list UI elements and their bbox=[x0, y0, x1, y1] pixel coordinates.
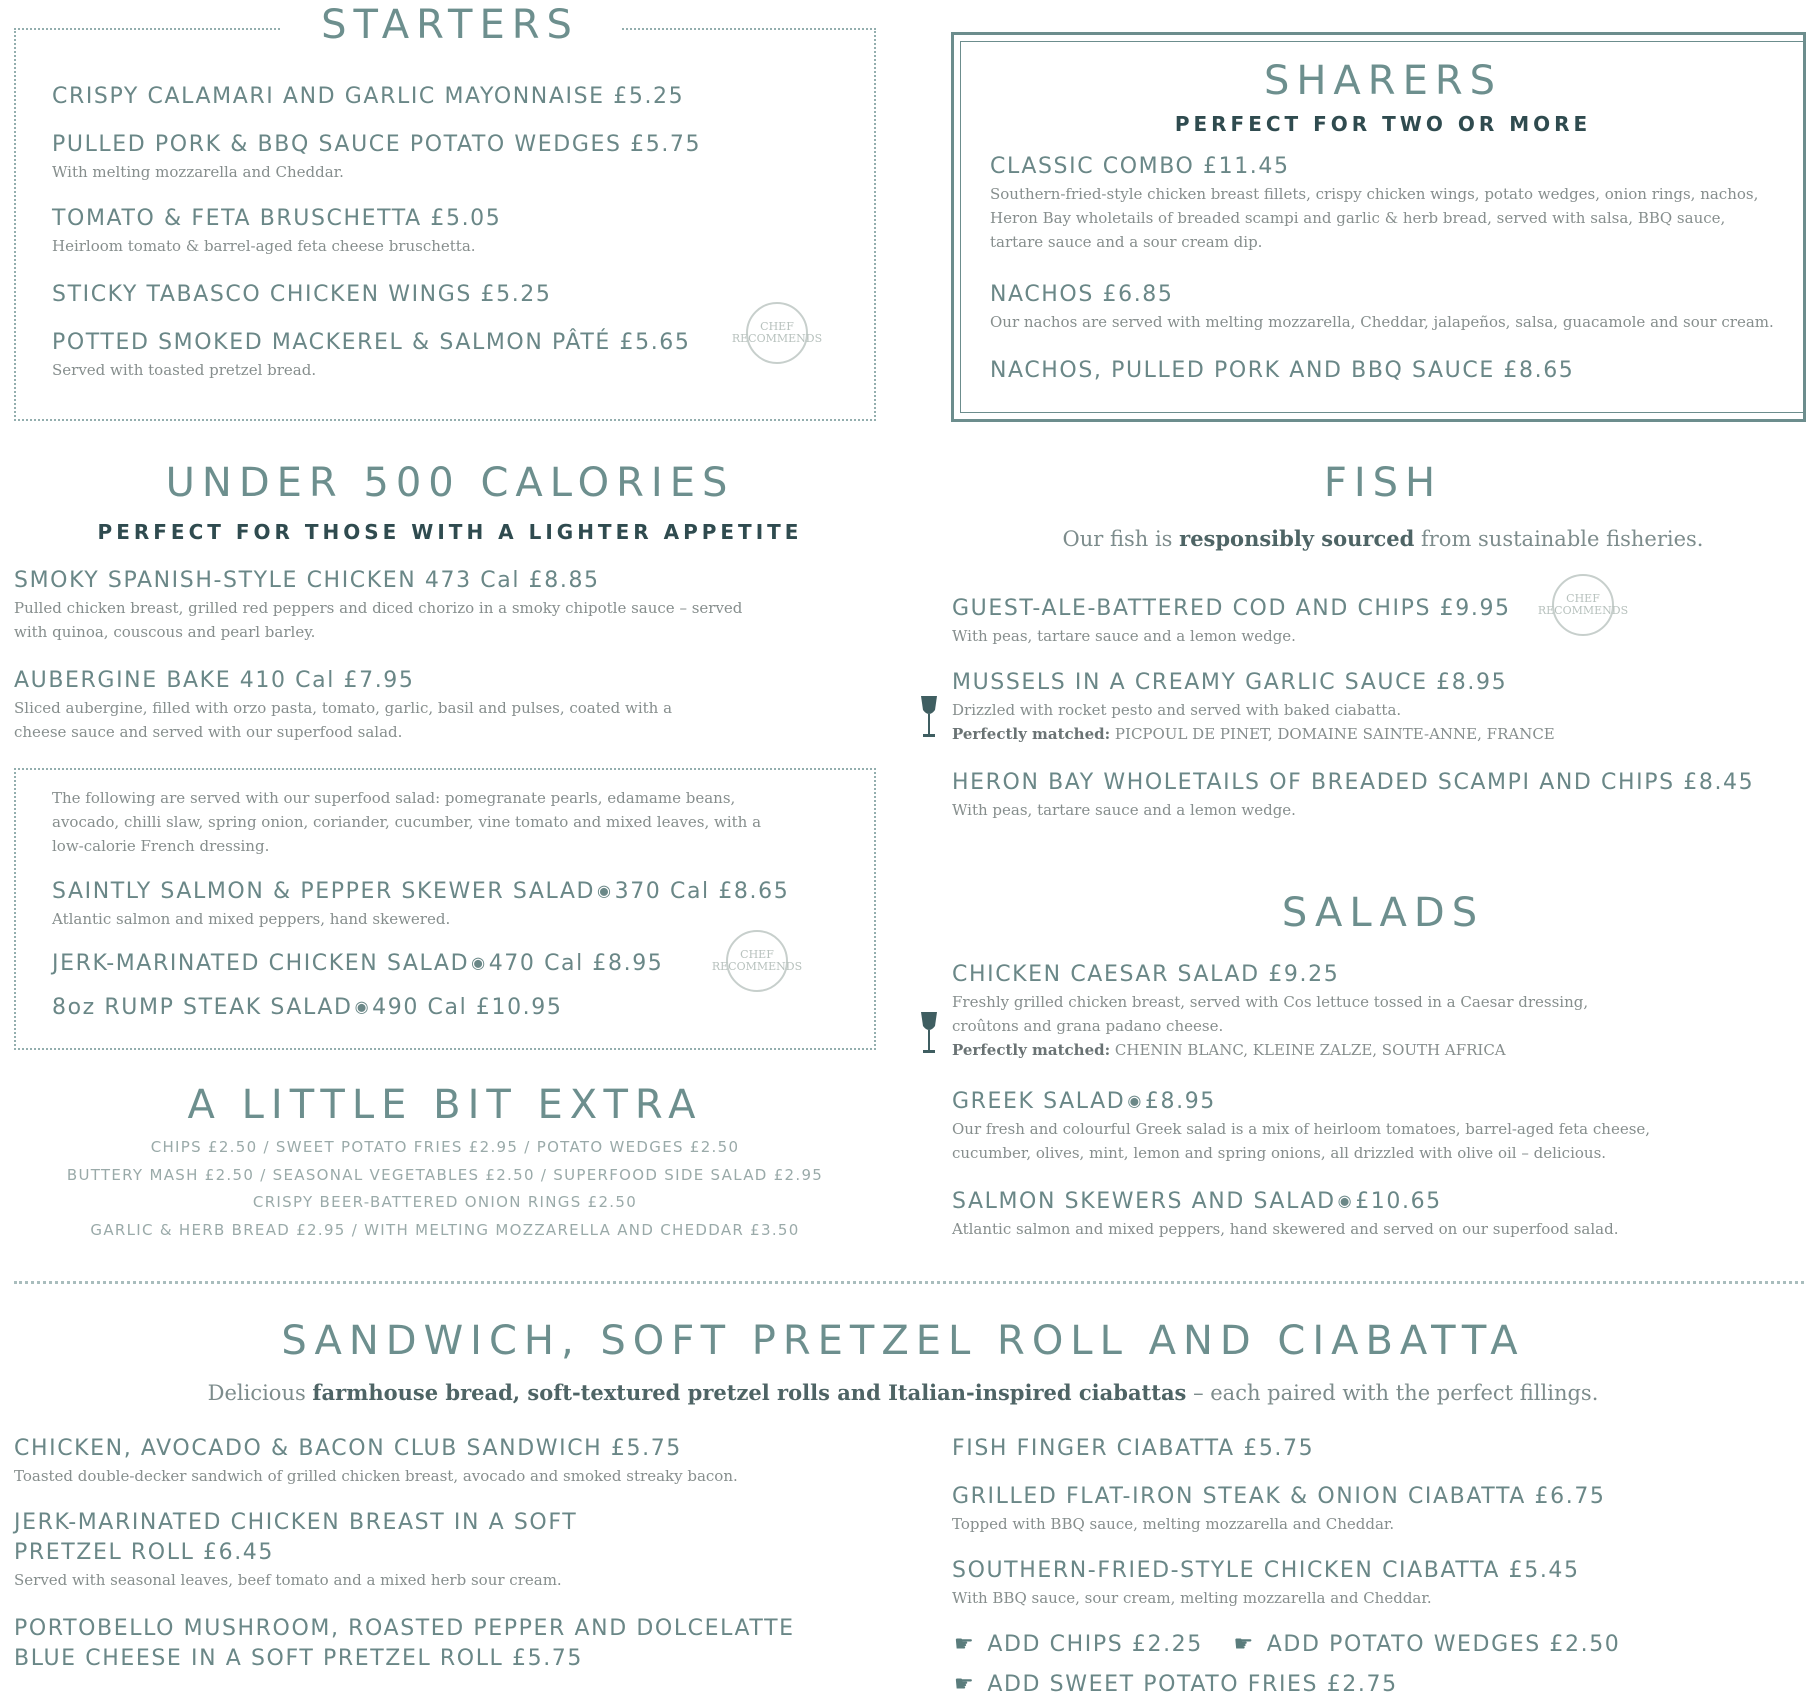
pointing-hand-icon: ☛ bbox=[1233, 1632, 1255, 1657]
item-description: Atlantic salmon and mixed peppers, hand skewered. bbox=[52, 910, 451, 928]
add-on-text: ADD SWEET POTATO FRIES £2.75 bbox=[987, 1672, 1398, 1697]
salad-item bbox=[952, 1086, 1712, 1165]
add-on-line bbox=[954, 1632, 1620, 1657]
pointing-hand-icon: ☛ bbox=[954, 1672, 976, 1697]
under500-subtitle: PERFECT FOR THOSE WITH A LIGHTER APPETITE bbox=[97, 520, 803, 544]
item-description: With BBQ sauce, sour cream, melting mozzarella and Cheddar. bbox=[952, 1589, 1432, 1607]
sandwich-intro bbox=[0, 1380, 1806, 1405]
perfectly-matched bbox=[952, 1038, 1652, 1062]
starter-item bbox=[52, 82, 812, 112]
item-name-text: JERK-MARINATED CHICKEN SALAD bbox=[52, 951, 470, 976]
item-description: With melting mozzarella and Cheddar. bbox=[52, 163, 344, 181]
perfectly-matched-value: PICPOUL DE PINET, DOMAINE SAINTE-ANNE, FRANCE bbox=[1110, 725, 1555, 743]
perfectly-matched-label: Perfectly matched: bbox=[952, 1041, 1111, 1059]
item-price: £10.65 bbox=[1355, 1189, 1442, 1214]
vegetarian-icon: ◉ bbox=[597, 881, 613, 900]
perfectly-matched-value: CHENIN BLANC, KLEINE ZALZE, SOUTH AFRICA bbox=[1110, 1041, 1506, 1059]
extra-line: GARLIC & HERB BREAD £2.95 / WITH MELTING MOZZARELLA AND CHEDDAR £3.50 bbox=[90, 1221, 800, 1239]
extra-title: A LITTLE BIT EXTRA bbox=[187, 1082, 703, 1128]
add-on-text: ADD POTATO WEDGES £2.50 bbox=[1266, 1632, 1621, 1657]
wine-glass-icon bbox=[918, 694, 940, 740]
vegetarian-icon: ◉ bbox=[471, 953, 487, 972]
item-name: NACHOS, PULLED PORK AND BBQ SAUCE £8.65 bbox=[990, 358, 1575, 383]
item-description: Our nachos are served with melting mozzarella, Cheddar, jalapeños, salsa, guacamole and sour cream. bbox=[990, 313, 1774, 331]
perfectly-matched bbox=[952, 722, 1792, 746]
superfood-item bbox=[52, 876, 852, 931]
chef-recommends-badge: CHEF RECOMMENDS bbox=[726, 930, 788, 992]
sharers-subtitle: PERFECT FOR TWO OR MORE bbox=[1174, 112, 1592, 136]
item-price: 370 Cal £8.65 bbox=[614, 879, 790, 904]
fish-item bbox=[952, 768, 1802, 822]
vegetarian-icon: ◉ bbox=[354, 997, 371, 1016]
extra-line: CRISPY BEER-BATTERED ONION RINGS £2.50 bbox=[252, 1193, 638, 1211]
vegetarian-icon: ◉ bbox=[1337, 1191, 1354, 1210]
item-description: Our fresh and colourful Greek salad is a mix of heirloom tomatoes, barrel-aged feta cheese, cucumber, olives, mint, lemon and spring onions, all drizzled with olive oil – delicious. bbox=[952, 1120, 1651, 1162]
item-name: SMOKY SPANISH-STYLE CHICKEN 473 Cal £8.85 bbox=[14, 568, 600, 593]
item-name: PULLED PORK & BBQ SAUCE POTATO WEDGES £5.75 bbox=[52, 132, 702, 157]
sandwich-item bbox=[14, 1614, 804, 1674]
fish-title: FISH bbox=[1323, 460, 1443, 506]
item-name-text: SAINTLY SALMON & PEPPER SKEWER SALAD bbox=[52, 879, 596, 904]
sandwich-item bbox=[14, 1434, 874, 1488]
fish-intro bbox=[930, 526, 1806, 551]
sandwich-item bbox=[14, 1508, 654, 1592]
wine-glass-icon bbox=[918, 1010, 940, 1056]
sandwich-intro-text: Delicious bbox=[207, 1381, 313, 1405]
item-name-text: GREEK SALAD bbox=[952, 1089, 1126, 1114]
item-description: With peas, tartare sauce and a lemon wedge. bbox=[952, 627, 1296, 645]
chef-recommends-badge: CHEF RECOMMENDS bbox=[1552, 574, 1614, 636]
superfood-item bbox=[52, 992, 752, 1023]
fish-intro-bold: responsibly sourced bbox=[1179, 526, 1415, 551]
item-name: NACHOS £6.85 bbox=[990, 282, 1174, 307]
item-name bbox=[52, 876, 852, 907]
item-description: Atlantic salmon and mixed peppers, hand skewered and served on our superfood salad. bbox=[952, 1220, 1619, 1238]
item-name: CLASSIC COMBO £11.45 bbox=[990, 154, 1290, 179]
item-name: CHICKEN, AVOCADO & BACON CLUB SANDWICH £5.75 bbox=[14, 1436, 682, 1461]
item-name bbox=[52, 948, 752, 979]
extra-line: BUTTERY MASH £2.50 / SEASONAL VEGETABLES £2.50 / SUPERFOOD SIDE SALAD £2.95 bbox=[66, 1166, 824, 1184]
item-description: Served with seasonal leaves, beef tomato and a mixed herb sour cream. bbox=[14, 1571, 562, 1589]
item-name bbox=[52, 992, 752, 1023]
item-description: With peas, tartare sauce and a lemon wedge. bbox=[952, 801, 1296, 819]
sandwich-title: SANDWICH, SOFT PRETZEL ROLL AND CIABATTA bbox=[281, 1318, 1525, 1364]
item-description: Drizzled with rocket pesto and served with baked ciabatta. bbox=[952, 701, 1402, 719]
item-description: Freshly grilled chicken breast, served with Cos lettuce tossed in a Caesar dressing, croûtons and grana padano cheese. bbox=[952, 993, 1589, 1035]
item-description: Pulled chicken breast, grilled red peppers and diced chorizo in a smoky chipotle sauce – served with quinoa, couscous and pearl barley. bbox=[14, 599, 743, 641]
fish-intro-text-end: from sustainable fisheries. bbox=[1414, 527, 1704, 551]
extra-line: CHIPS £2.50 / SWEET POTATO FRIES £2.95 / POTATO WEDGES £2.50 bbox=[150, 1138, 740, 1156]
item-name bbox=[952, 1186, 1712, 1217]
starter-item bbox=[52, 130, 812, 184]
item-description: Sliced aubergine, filled with orzo pasta, tomato, garlic, basil and pulses, coated with a cheese sauce and served with our superfood salad. bbox=[14, 699, 673, 741]
pointing-hand-icon: ☛ bbox=[954, 1632, 976, 1657]
item-description: Served with toasted pretzel bread. bbox=[52, 361, 317, 379]
section-divider bbox=[14, 1281, 1804, 1284]
fish-item bbox=[952, 668, 1792, 746]
under500-item bbox=[14, 666, 874, 744]
starter-item bbox=[52, 280, 812, 310]
fish-intro-text: Our fish is bbox=[1062, 527, 1180, 551]
sharer-item bbox=[990, 356, 1790, 386]
sandwich-intro-text-end: – each paired with the perfect fillings. bbox=[1186, 1381, 1599, 1405]
item-name: AUBERGINE BAKE 410 Cal £7.95 bbox=[14, 668, 415, 693]
salad-item bbox=[952, 960, 1652, 1062]
starter-item bbox=[52, 328, 752, 382]
under500-title: UNDER 500 CALORIES bbox=[165, 460, 735, 506]
sandwich-item bbox=[952, 1434, 1792, 1464]
item-name: JERK-MARINATED CHICKEN BREAST IN A SOFT PRETZEL ROLL £6.45 bbox=[14, 1510, 578, 1565]
item-name: CRISPY CALAMARI AND GARLIC MAYONNAISE £5.25 bbox=[52, 84, 685, 109]
item-description: Heirloom tomato & barrel-aged feta cheese bruschetta. bbox=[52, 237, 476, 255]
item-description: Southern-fried-style chicken breast fillets, crispy chicken wings, potato wedges, onion rings, nachos, Heron Bay wholetails of breaded scampi and garlic & herb bread, served with salsa, BBQ sauce, tartare sauce and a sour cream dip. bbox=[990, 185, 1759, 251]
item-price: 490 Cal £10.95 bbox=[372, 995, 563, 1020]
sharers-title: SHARERS bbox=[1263, 58, 1503, 104]
item-description: Topped with BBQ sauce, melting mozzarella and Cheddar. bbox=[952, 1515, 1395, 1533]
fish-item bbox=[952, 594, 1552, 648]
item-name: MUSSELS IN A CREAMY GARLIC SAUCE £8.95 bbox=[952, 670, 1508, 695]
sharer-item bbox=[990, 152, 1790, 254]
chef-recommends-badge: CHEF RECOMMENDS bbox=[746, 302, 808, 364]
item-name: PORTOBELLO MUSHROOM, ROASTED PEPPER AND DOLCELATTE BLUE CHEESE IN A SOFT PRETZEL ROLL £5.75 bbox=[14, 1616, 795, 1671]
starter-item bbox=[52, 204, 812, 258]
item-name: GUEST-ALE-BATTERED COD AND CHIPS £9.95 bbox=[952, 596, 1511, 621]
item-name bbox=[952, 1086, 1712, 1117]
item-name: TOMATO & FETA BRUSCHETTA £5.05 bbox=[52, 206, 502, 231]
salad-item bbox=[952, 1186, 1712, 1241]
starters-title: STARTERS bbox=[321, 2, 579, 48]
superfood-item bbox=[52, 948, 752, 979]
add-on-text: ADD CHIPS £2.25 bbox=[987, 1632, 1203, 1657]
sharer-item bbox=[990, 280, 1790, 334]
sandwich-item bbox=[952, 1482, 1792, 1536]
item-price: 470 Cal £8.95 bbox=[488, 951, 664, 976]
sandwich-item bbox=[952, 1556, 1792, 1610]
salads-title: SALADS bbox=[1281, 890, 1485, 936]
item-name: FISH FINGER CIABATTA £5.75 bbox=[952, 1436, 1315, 1461]
item-name: HERON BAY WHOLETAILS OF BREADED SCAMPI AND CHIPS £8.45 bbox=[952, 770, 1755, 795]
under500-item bbox=[14, 566, 874, 644]
superfood-intro: The following are served with our superfood salad: pomegranate pearls, edamame beans, avocado, chilli slaw, spring onion, coriander, cucumber, vine tomato and mixed leaves, with a low-calorie French dressing. bbox=[52, 789, 762, 855]
item-name-text: SALMON SKEWERS AND SALAD bbox=[952, 1189, 1336, 1214]
add-on-line bbox=[954, 1672, 1398, 1697]
item-name-text: 8oz RUMP STEAK SALAD bbox=[52, 995, 353, 1020]
perfectly-matched-label: Perfectly matched: bbox=[952, 725, 1111, 743]
item-name: GRILLED FLAT-IRON STEAK & ONION CIABATTA £6.75 bbox=[952, 1484, 1606, 1509]
item-description: Toasted double-decker sandwich of grilled chicken breast, avocado and smoked streaky bacon. bbox=[14, 1467, 738, 1485]
item-name: POTTED SMOKED MACKEREL & SALMON PÂTÉ £5.65 bbox=[52, 330, 691, 355]
item-price: £8.95 bbox=[1144, 1089, 1216, 1114]
item-name: CHICKEN CAESAR SALAD £9.25 bbox=[952, 962, 1340, 987]
item-name: STICKY TABASCO CHICKEN WINGS £5.25 bbox=[52, 282, 552, 307]
item-name: SOUTHERN-FRIED-STYLE CHICKEN CIABATTA £5.45 bbox=[952, 1558, 1580, 1583]
vegetarian-icon: ◉ bbox=[1127, 1091, 1143, 1110]
sandwich-intro-bold: farmhouse bread, soft-textured pretzel rolls and Italian-inspired ciabattas bbox=[312, 1380, 1187, 1405]
